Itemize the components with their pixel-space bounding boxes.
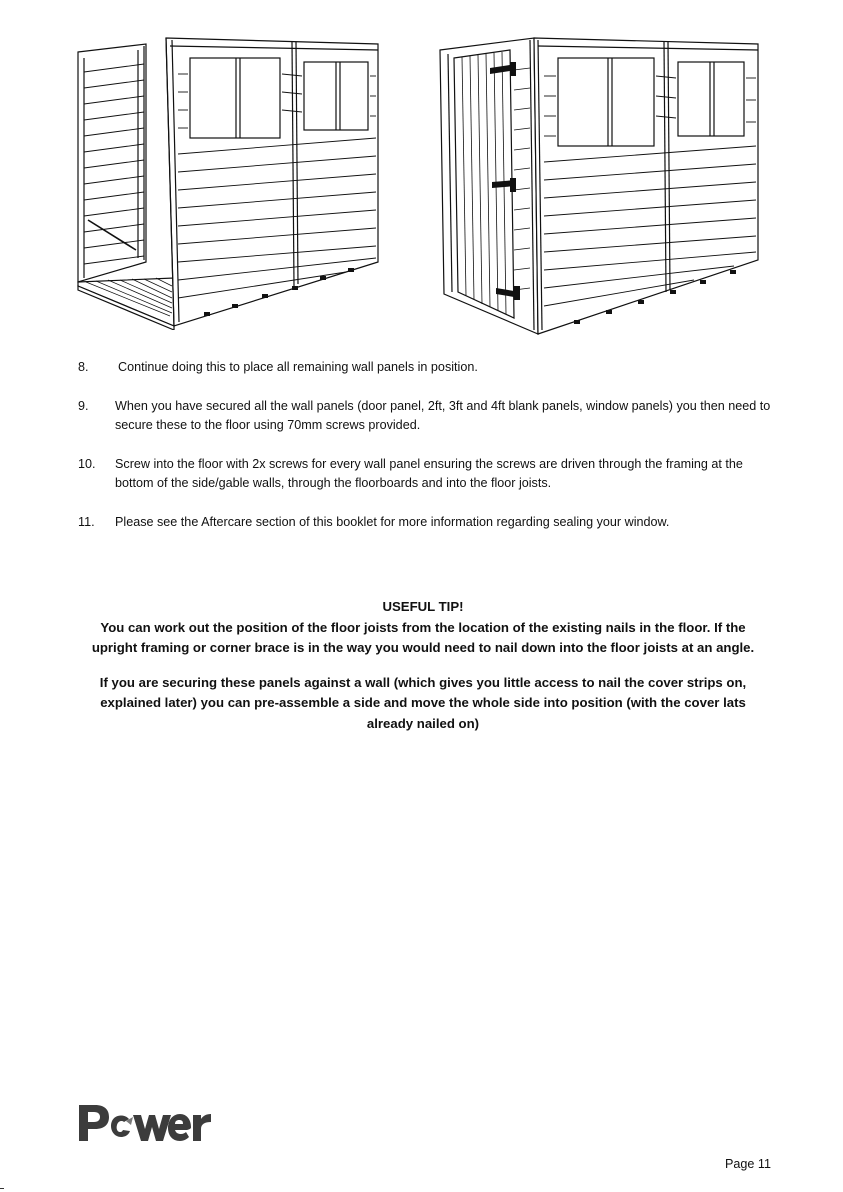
step-11 — [78, 513, 778, 532]
step-10 — [78, 455, 778, 493]
step-number: 9. — [78, 399, 89, 413]
tip-title: USEFUL TIP! — [382, 599, 464, 614]
step-text: Continue doing this to place all remaining wall panels in position. — [118, 360, 478, 374]
shed-panels-partial-assembly-illustration — [66, 30, 384, 330]
step-text: When you have secured all the wall panels (door panel, 2ft, 3ft and 4ft blank panels, window panels) you then need to secure these to the floor using 70mm screws provided. — [115, 399, 771, 432]
step-8 — [78, 358, 778, 377]
step-text: Please see the Aftercare section of this booklet for more information regarding sealing your window. — [115, 515, 670, 529]
step-number: 10. — [78, 457, 96, 471]
instruction-steps — [78, 358, 778, 552]
shed-with-door-and-windows-illustration — [434, 30, 764, 340]
step-text: Screw into the floor with 2x screws for every wall panel ensuring the screws are driven through the framing at the bottom of the side/gable walls, through the floorboards and into the floor joists. — [115, 457, 743, 490]
page-number: Page 11 — [725, 1157, 771, 1171]
useful-tip-box — [78, 597, 768, 748]
step-9 — [78, 397, 778, 435]
step-number: 8. — [78, 360, 89, 374]
tip-paragraph-joists: You can work out the position of the floor joists from the location of the existing nails in the floor. If the upright framing or corner brace is in the way you would need to nail down into the floor joists at an angle. — [91, 619, 755, 655]
corner-mark — [0, 1188, 4, 1189]
tip-paragraph-wall: If you are securing these panels against a wall (which gives you little access to nail the cover strips on, explained later) you can pre-assemble a side and move the whole side into position (with the cover lats already nailed on) — [99, 674, 747, 731]
power-logo — [77, 1097, 217, 1147]
step-number: 11. — [78, 515, 95, 529]
